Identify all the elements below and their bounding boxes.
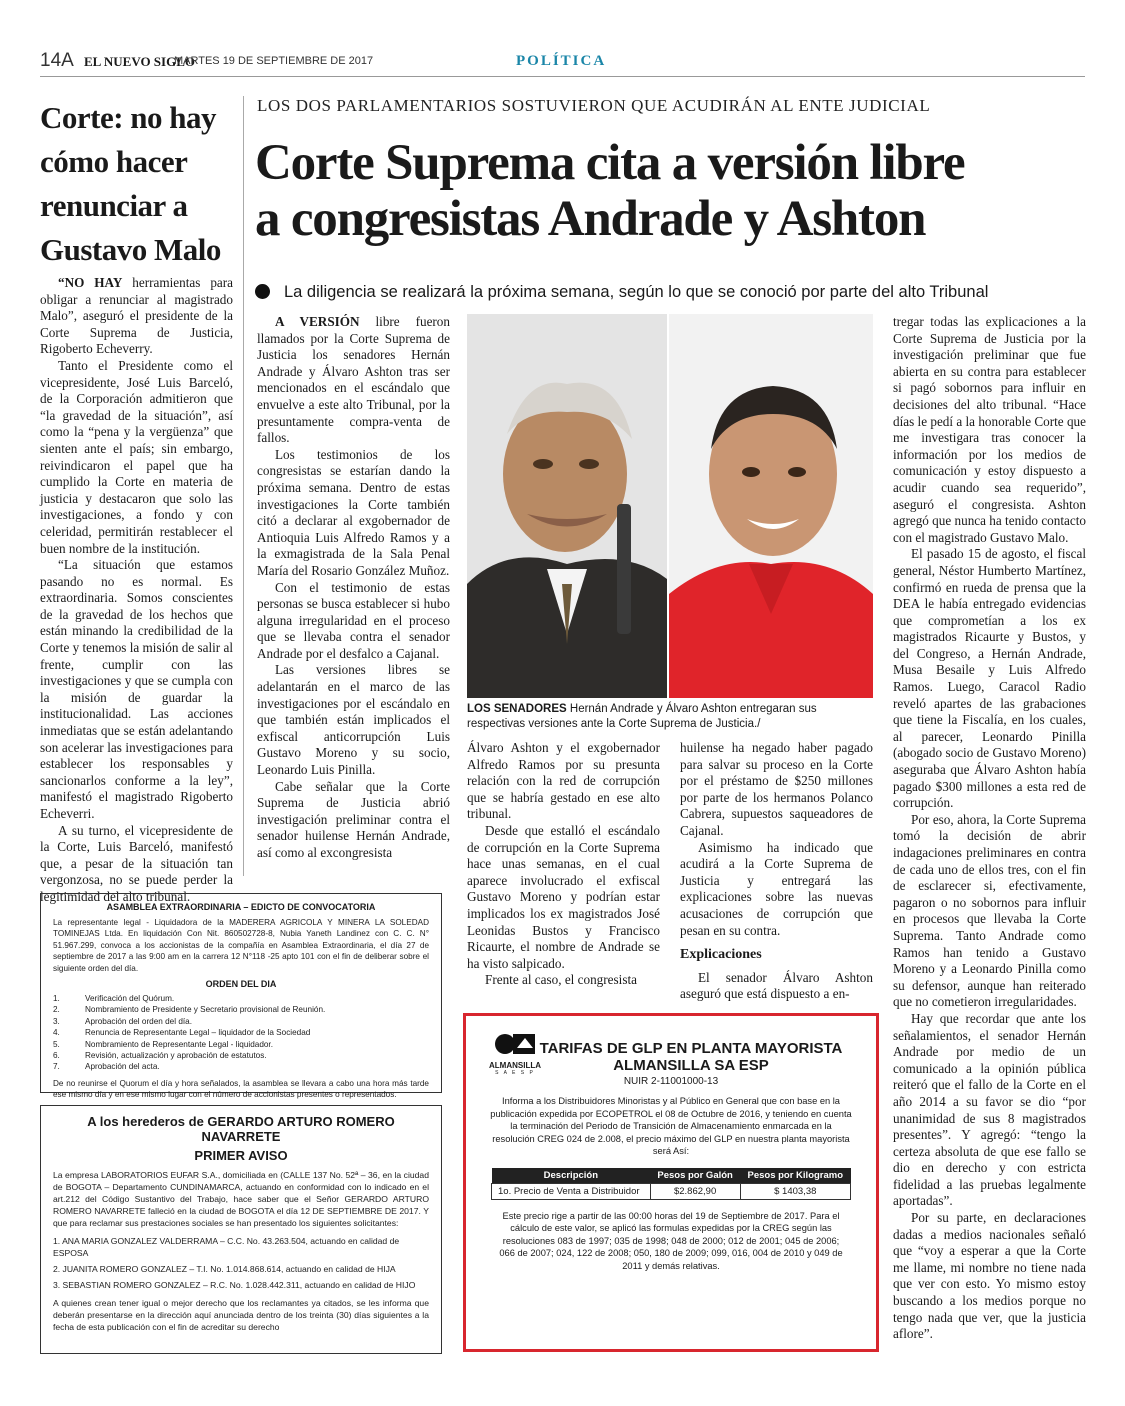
article-paragraph: Asimismo ha indicado que acudirá a la Corte Suprema de Justicia y entregará las explicaciones sobre las nuevas acusaciones de corrupción que pesan en su contra. xyxy=(680,839,873,938)
section-name: POLÍTICA xyxy=(516,53,607,69)
notice-herederos xyxy=(40,1105,442,1354)
article-paragraph: tregar todas las explicaciones a la Corte Suprema de Justicia por la investigación preliminar que fue abierta en su contra para establecer si pagó sobornos para influir en decisiones del alto tribunal. “Hace días le pedí a la honorable Corte que me investigara tras conocer la información por los medios de comunicación y estoy dispuesto a acudir cuando sea requerido”, aseguró el congresista. Ashton agregó que nunca ha tenido contacto con el magistrado Gustavo Malo. xyxy=(893,314,1086,545)
notice-body: La empresa LABORATORIOS EUFAR S.A., domiciliada en (CALLE 137 No. 52ª – 36, en la ciudad de BOGOTA – Departamento CUNDINAMARCA, actuando en conformidad con lo indicado en el art.212 del Código Sustantivo del Trabajo, hace saber que el Señor GERARDO ARTURO ROMERO NAVARRETE falleció en la ciudad de BOGOTA el día 12 DE SEPTIEMBRE DE 2017. Y que para reclamar sus prestaciones sociales se han presentado los siguientes solicitantes: xyxy=(53,1170,429,1228)
column-header: Descripción xyxy=(492,1168,651,1184)
tariff-table xyxy=(491,1168,851,1200)
senators-photo xyxy=(467,314,873,698)
article-column-4 xyxy=(893,314,1086,1343)
notice-footer: A quienes crean tener igual o mejor derecho que los reclamantes ya citados, se les informa que deberán presentarse en la dirección aquí anunciada dentro de los treinta (30) días siguientes a la fecha de esta publicación con el fin de acreditar su derecho xyxy=(53,1298,429,1332)
article-paragraph: Por su parte, en declaraciones dadas a medios nacionales señaló que “voy a esperar a que la Corte me llame, mi nombre no tiene nada que ver con esto. Yo mismo estoy buscando a los medios porque no tengo nada que ver, que la justicia aflore”. xyxy=(893,1210,1086,1342)
photo-caption: LOS SENADORES Hernán Andrade y Álvaro Ashton entregaran sus respectivas versiones ante la Corte Suprema de Justicia./ xyxy=(467,703,817,730)
article-paragraph: El pasado 15 de agosto, el fiscal general, Néstor Humberto Martínez, confirmó en rueda de prensa que la DEA le había entregado evidencias que comprometían a los ex magistrados Ricaurte y Bustos, y del Congreso, a Hernán Andrade, Musa Besaile y Luis Alfredo Ramos. Luego, Caracol Radio reveló apartes de las grabaciones que tiene la Fiscalía, en los cuales, al parecer, Leonardo Pinilla (abogado socio de Gustavo Moreno) aseguraba que Álvaro Ashton había pagado $300 millones a esta red de corrupción. xyxy=(893,546,1086,811)
brand-logo: ALMANSILLA S A E S P xyxy=(480,1030,550,1076)
notice-body: La representante legal - Liquidadora de la MADERERA AGRICOLA Y MINERA LA SOLEDAD TOMINEJAS Ltda. En liquidación Con Nit. 860502728-8, Nubia Yaneth Landinez con C. C. N° 51.967.299, convoca a los accionistas de la compañía en Asamblea Extraordinaria, el día 27 de septiembre de 2017 a las 9:00 am en la carrera 12 N°118 -25 apto 101 con el fin de deliberar sobre el siguiente orden del día. xyxy=(53,918,429,973)
notice-title: ASAMBLEA EXTRAORDINARIA – EDICTO DE CONVOCATORIA xyxy=(106,902,376,912)
page-header xyxy=(40,48,1085,77)
article-paragraph: Álvaro Ashton y el exgobernador Alfredo Ramos por su presunta relación con la red de corrupción que se habría gestado en ese alto tribunal. xyxy=(467,740,660,822)
article-column-2 xyxy=(467,740,660,989)
sidebar-headline: Corte: no hay cómo hacer renunciar a Gustavo Malo xyxy=(40,100,221,267)
article-paragraph: huilense ha negado haber pagado para salvar su proceso en la Corte por el préstamo de $250 millones por parte de los hermanos Polanco Cabrera, supuestos saqueadores de Cajanal. xyxy=(680,740,873,838)
photo-alvaro-ashton xyxy=(669,314,873,698)
article-lead: A VERSIÓN xyxy=(275,314,360,329)
article-paragraph: El senador Álvaro Ashton aseguró que está dispuesto a en- xyxy=(680,969,873,1002)
ad-intro: Informa a los Distribuidores Minoristas y al Público en General que con base en la publicación expedida por ECOPETROL el 08 de Octubre de 2016, y teniendo en cuenta la terminación del Periodo de Transición de Almacenamiento enmarcada en la resolución CREG 024 de 2.008, el precio máximo del GLP en nuestra planta mayorista será Así: xyxy=(490,1096,852,1156)
orden-title: ORDEN DEL DIA xyxy=(205,979,277,990)
ad-tarifas-glp xyxy=(463,1013,879,1352)
list-item: 2. Nombramiento de Presidente y Secretario provisional de Reunión. xyxy=(53,1005,326,1015)
article-paragraph: Frente al caso, el congresista xyxy=(485,972,637,988)
notice-subtitle: PRIMER AVISO xyxy=(194,1148,288,1163)
table-cell: $ 1403,38 xyxy=(740,1183,850,1199)
notice-footer: De no reunirse el Quorum el día y hora señalados, la asamblea se llevara a cabo una hora más tarde ese mismo día y en ese mismo lugar con el número de accionistas presentes o representados. xyxy=(53,1078,429,1100)
sidebar-paragraph: “La situación que estamos pasando no es normal. Es extraordinaria. Somos conscientes de la gravedad de los hechos que están minando la credibilidad de la Corte y tenemos la misión de salir al frente, cumplir con las investigaciones y que se cumpla con la misión de guardar la institucionalidad. Las acciones inmediatas que se están adelantando son acelerar las investigaciones para establecer los responsables y sancionarlos conforme a la ley”, manifestó el magistrado Rigoberto Echeverri. xyxy=(40,557,234,821)
ad-title: TARIFAS DE GLP EN PLANTA MAYORISTA xyxy=(539,1040,843,1057)
list-item: 6. Revisión, actualización y aprobación de estatutos. xyxy=(53,1051,267,1061)
ad-footer: Este precio rige a partir de las 00:00 horas del 19 de Septiembre de 2017. Para el cálculo de este valor, se aplicó las formulas expedidas por la CREG según las resoluciones 083 de 1997; 035 de 1998; 048 de 2000; 012 de 2001; 045 de 2006; 066 de 2007; 024, 122 de 2008; 050, 180 de 2009; 099, 016, 004 de 2010 y 049 de 2011 y demás relativas. xyxy=(499,1210,843,1271)
table-header-row xyxy=(492,1168,851,1184)
sidebar-body xyxy=(40,275,233,906)
table-cell: $2.862,90 xyxy=(650,1183,740,1199)
claimant-item: 3. SEBASTIAN ROMERO GONZALEZ – R.C. No. 1.028.442.311, actuando en calidad de HIJO xyxy=(53,1280,416,1290)
nuir-code: NUIR 2-11001000-13 xyxy=(623,1076,719,1087)
list-item: 5. Nombramiento de Representante Legal - liquidador. xyxy=(53,1039,273,1049)
article-headline xyxy=(255,135,1095,247)
article-paragraph: Con el testimonio de estas personas se busca establecer si hubo alguna irregularidad en el proceso que se llevaba contra el senador Andrade por el desfalco a Cajanal. xyxy=(257,579,450,661)
caption-label: LOS SENADORES xyxy=(467,703,567,715)
article-column-1 xyxy=(257,314,450,862)
notice-title: A los herederos de GERARDO ARTURO ROMERO NAVARRETE xyxy=(87,1114,395,1144)
column-header: Pesos por Galón xyxy=(650,1168,740,1184)
page-number: 14A xyxy=(40,50,74,71)
article-paragraph: Por eso, ahora, la Corte Suprema tomó la decisión de abrir indagaciones preliminares en contra de cada uno de ellos tres, con el fin de esclarecer si, efectivamente, pagaron o no sobornos para influir en procesos que llevaba la Corte Suprema. Tanto Andrade como Ramos han tenido a Gustavo Moreno y a Leonardo Pinilla como su defensor, aunque han reiterado que no cometieron irregularidades. xyxy=(893,811,1086,1010)
sidebar-paragraph: “NO HAY herramientas para obligar a renunciar al magistrado Malo”, aseguró el presidente de la Corte Suprema de Justicia, Rigoberto Echeverry. xyxy=(40,275,234,357)
article-paragraph: Desde que estalló el escándalo de corrupción en la Corte Suprema hace unas semanas, en el cual aparece involucrado el exfiscal Gustavo Moreno y podrían estar implicados los ex magistrados José Leonidas Bustos y Francisco Ricaurte, el nombre de Andrade se ha visto salpicado. xyxy=(467,822,660,971)
claimant-item: 2. JUANITA ROMERO GONZALEZ – T.I. No. 1.014.868.614, actuando en calidad de HIJA xyxy=(53,1264,396,1274)
article-paragraph: Las versiones libres se adelantarán en el marco de las investigaciones por el escándalo en que también están implicados el exfiscal anticorrupción Luis Gustavo Moreno y su socio, Leonardo Luis Pinilla. xyxy=(257,662,450,778)
table-cell: 1o. Precio de Venta a Distribuidor xyxy=(492,1183,651,1199)
article-paragraph: Cabe señalar que la Corte Suprema de Justicia abrió investigación preliminar contra el senador huilense Hernán Andrade, así como al excongresista xyxy=(257,778,450,860)
article-paragraph: A VERSIÓN libre fueron llamados por la Corte Suprema de Justicia los senadores Hernán Andrade y Álvaro Ashton tras ser mencionados en el escándalo que envuelve a este alto Tribunal, por la presuntamente compra-venta de fallos. xyxy=(257,314,450,446)
list-item: 3. Aprobación del orden del día. xyxy=(53,1016,192,1026)
article-column-3 xyxy=(680,740,873,1003)
article-kicker: LOS DOS PARLAMENTARIOS SOSTUVIERON QUE ACUDIRÁN AL ENTE JUDICIAL xyxy=(257,96,931,115)
claimant-item: 1. ANA MARIA GONZALEZ VALDERRAMA – C.C. No. 43.263.504, actuando en calidad de ESPOSA xyxy=(53,1236,400,1258)
list-item: 4. Renuncia de Representante Legal – liquidador de la Sociedad xyxy=(53,1028,311,1038)
orden-list xyxy=(53,993,429,1073)
sidebar-paragraph: Tanto el Presidente como el vicepresidente, José Luis Barceló, de la Corporación admitieron que “la gravedad de la situación”, así como la “pena y la vergüenza” que sienten ante el país; sin embargo, reivindicaron el papel que ha cumplido la Corte en materia de justicia y destacaron que solo las investigaciones, a fondo y con celeridad, permitirán restablecer el buen nombre de la institución. xyxy=(40,357,233,556)
headline-line: a congresistas Andrade y Ashton xyxy=(255,191,926,247)
issue-date: MARTES 19 DE SEPTIEMBRE DE 2017 xyxy=(174,55,374,67)
bullet-icon xyxy=(255,284,270,299)
sidebar-paragraph: A su turno, el vicepresidente de la Corte, Luis Barceló, manifestó que, a pesar de la situación tan vergonzosa, no se puede perder la legitimidad del alto tribunal. xyxy=(40,822,233,904)
ad-title: ALMANSILLA SA ESP xyxy=(613,1057,769,1074)
sidebar-lead: “NO HAY xyxy=(58,275,123,290)
list-item: 7. Aprobación del acta. xyxy=(53,1062,160,1072)
article-subhead: La diligencia se realizará la próxima semana, según lo que se conoció por parte del alto Tribunal xyxy=(255,283,1095,302)
section-subtitle: Explicaciones xyxy=(680,947,762,963)
column-divider xyxy=(243,96,244,876)
article-paragraph: Los testimonios de los congresistas se estarían dando la próxima semana. Dentro de estas investigaciones la Corte también citó a declarar al exgobernador de Antioquia Luis Alfredo Ramos y a la exmagistrada de la Sala Penal María del Rosario González Muñoz. xyxy=(257,446,450,578)
newspaper-name: EL NUEVO SIGLO xyxy=(84,54,195,69)
table-row xyxy=(492,1183,851,1199)
notice-asamblea xyxy=(40,893,442,1100)
list-item: 1. Verificación del Quórum. xyxy=(53,994,175,1004)
almansilla-logo-icon xyxy=(493,1030,537,1056)
headline-line: Corte Suprema cita a versión libre xyxy=(255,135,965,191)
article-paragraph: Hay que recordar que ante los señalamientos, el senador Hernán Andrade por medio de un comunicado a la opinión pública reiteró que el fallo de la Corte en el año 2014 a su favor se dio “por unanimidad de sus 8 magistrados presentes”. Y agregó: “tengo la certeza absoluta de que ese fallo se dio en derecho y con estricta fidelidad a las pruebas legalmente aportadas”. xyxy=(893,1010,1086,1209)
column-header: Pesos por Kilogramo xyxy=(740,1168,850,1184)
photo-hernan-andrade xyxy=(467,314,667,698)
